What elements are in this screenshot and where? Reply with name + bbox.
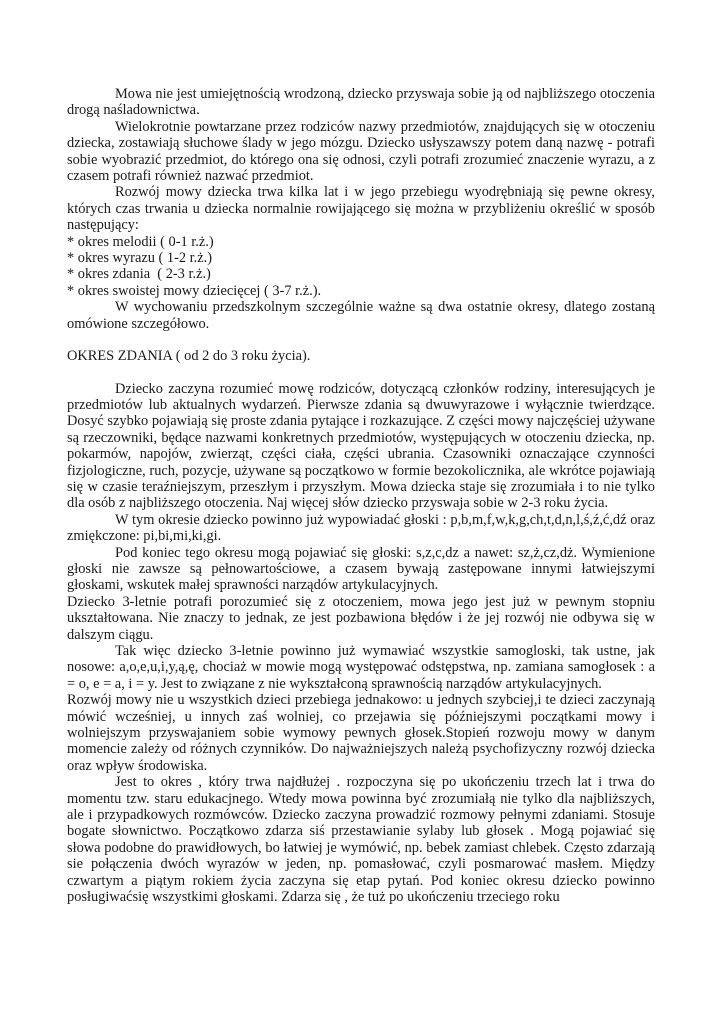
period-item: * okres zdania ( 2-3 r.ż.) [67, 266, 211, 283]
blank-line [67, 365, 655, 381]
section-paragraph-2: W tym okresie dziecko powinno już wypowiadać głoski : p,b,m,f,w,k,g,ch,t,d,n,l,ś,ź,ć,dź oraz zmiękczone: pi,bi,mi,ki,gi. [67, 511, 655, 545]
periods-list [67, 234, 655, 300]
paragraph-intro-2: Wielokrotnie powtarzane przez rodziców nazwy przedmiotów, znajdujących się w otoczeniu dziecka, zostawiają słuchowe ślady w jego mózgu. Dziecko usłyszawszy potem daną nazwę - potrafi sobie wyobrazić przedmiot, do którego ona się odnosi, czyli potrafi zrozumieć znaczenie wyrazu, a z czasem potrafi również nazwać przedmiot. [67, 118, 655, 185]
section-paragraph-6: Rozwój mowy nie u wszystkich dzieci przebiega jednakowo: u jednych szybciej,i te dzieci zaczynają mówić wcześniej, u innych zaś wolniej, co przejawia się późniejszymi początkami mowy i wolniejszym przyswajaniem sobie wymowy pewnych głosek.Stopień rozwoju mowy w danym momencie zależy od różnych czynników. Do najważniejszych należą psychofizyczny rozwój dziecka oraz wpływ środowiska. [67, 692, 655, 774]
section-paragraph-4: Dziecko 3-letnie potrafi porozumieć się z otoczeniem, mowa jego jest już w pewnym stopniu ukształtowana. Nie znaczy to jednak, ze jest pozbawiona błędów i że jej rozwój nie odbywa się w dalszym ciągu. [67, 593, 655, 643]
section-heading: OKRES ZDANIA ( od 2 do 3 roku życia). [67, 348, 311, 365]
paragraph-intro-3: Rozwój mowy dziecka trwa kilka lat i w jego przebiegu wyodrębniają się pewne okresy, których czas trwania u dziecka normalnie rowijającego się można w przybliżeniu określić w sposób następujący: [67, 184, 655, 234]
period-item: * okres swoistej mowy dziecięcej ( 3-7 r.ż.). [67, 282, 322, 299]
paragraph-intro-1: Mowa nie jest umiejętnością wrodzoną, dziecko przyswaja sobie ją od najbliższego otoczenia drogą naśladownictwa. [67, 86, 655, 119]
period-item: * okres wyrazu ( 1-2 r.ż.) [67, 250, 213, 267]
paragraph-preschool: W wychowaniu przedszkolnym szczególnie ważne są dwa ostatnie okresy, dlatego zostaną omówione szczegółowo. [67, 299, 655, 332]
section-paragraph-7: Jest to okres , który trwa najdłużej . rozpoczyna się po ukończeniu trzech lat i trwa do momentu tzw. staru edukacjnego. Wtedy mowa powinna być zrozumiałą nie tylko dla najbliższych, ale i przypadkowych rozmówców. Dziecko zaczyna prowadzić rozmowy pełnymi zdaniami. Stosuje bogate słownictwo. Początkowo zdarza siś przestawianie sylaby lub głosek . Mogą pojawiać się słowa podobne do prawidłowych, bo łatwiej je wymówić, np. bebek zamiast chlebek. Często zdarzają sie połączenia dwóch wyrazów w jeden, np. pomasłować, czyli posmarować masłem. Między czwartym a piątym rokiem życia zaczyna się etap pytań. Pod koniec okresu dziecko powinno posługiwaćsię wszystkimi głoskami. Zdarza się , że tuż po ukończeniu trzeciego roku [67, 774, 655, 906]
period-item: * okres melodii ( 0-1 r.ż.) [67, 233, 214, 250]
document-page [67, 86, 655, 906]
section-paragraph-1: Dziecko zaczyna rozumieć mowę rodziców, dotyczącą członków rodziny, interesujących je przedmiotów lub aktualnych wydarzeń. Pierwsze zdania są dwuwyrazowe i wyłącznie twierdzące. Dosyć szybko pojawiają się proste zdania pytające i rozkazujące. Z części mowy najczęściej używane są rzeczowniki, będące nazwami konkretnych przedmiotów, występujących w otoczeniu dziecka, np. pokarmów, napojów, zwierząt, części ciała, części ubrania. Czasowniki oznaczające czynności fizjologiczne, ruch, pozycje, używane są początkowo w formie bezokolicznika, ale wkrótce pojawiają się w czasie teraźniejszym, przeszłym i przyszłym. Mowa dziecka staje się zrozumiała i to nie tylko dla osób z najbliższego otoczenia. Naj więcej słów dziecko przyswaja sobie w 2-3 roku życia. [67, 380, 655, 512]
section-paragraph-5: Tak więc dziecko 3-letnie powinno już wymawiać wszystkie samogloski, tak ustne, jak nosowe: a,o,e,u,i,y,ą,ę, chociaż w mowie mogą występować odstępstwa, np. zamiana samogłosek : a = o, e = a, i = y. Jest to związane z nie wykształconą sprawnością narządów artykulacyjnych. [67, 643, 655, 692]
section-paragraph-3: Pod koniec tego okresu mogą pojawiać się głoski: s,z,c,dz a nawet: sz,ż,cz,dż. Wymienione głoski nie zawsze są pełnowartościowe, a czasem bywają zastępowane innymi łatwiejszymi głoskami, wskutek małej sprawności narządów artykulacyjnych. [67, 544, 655, 594]
